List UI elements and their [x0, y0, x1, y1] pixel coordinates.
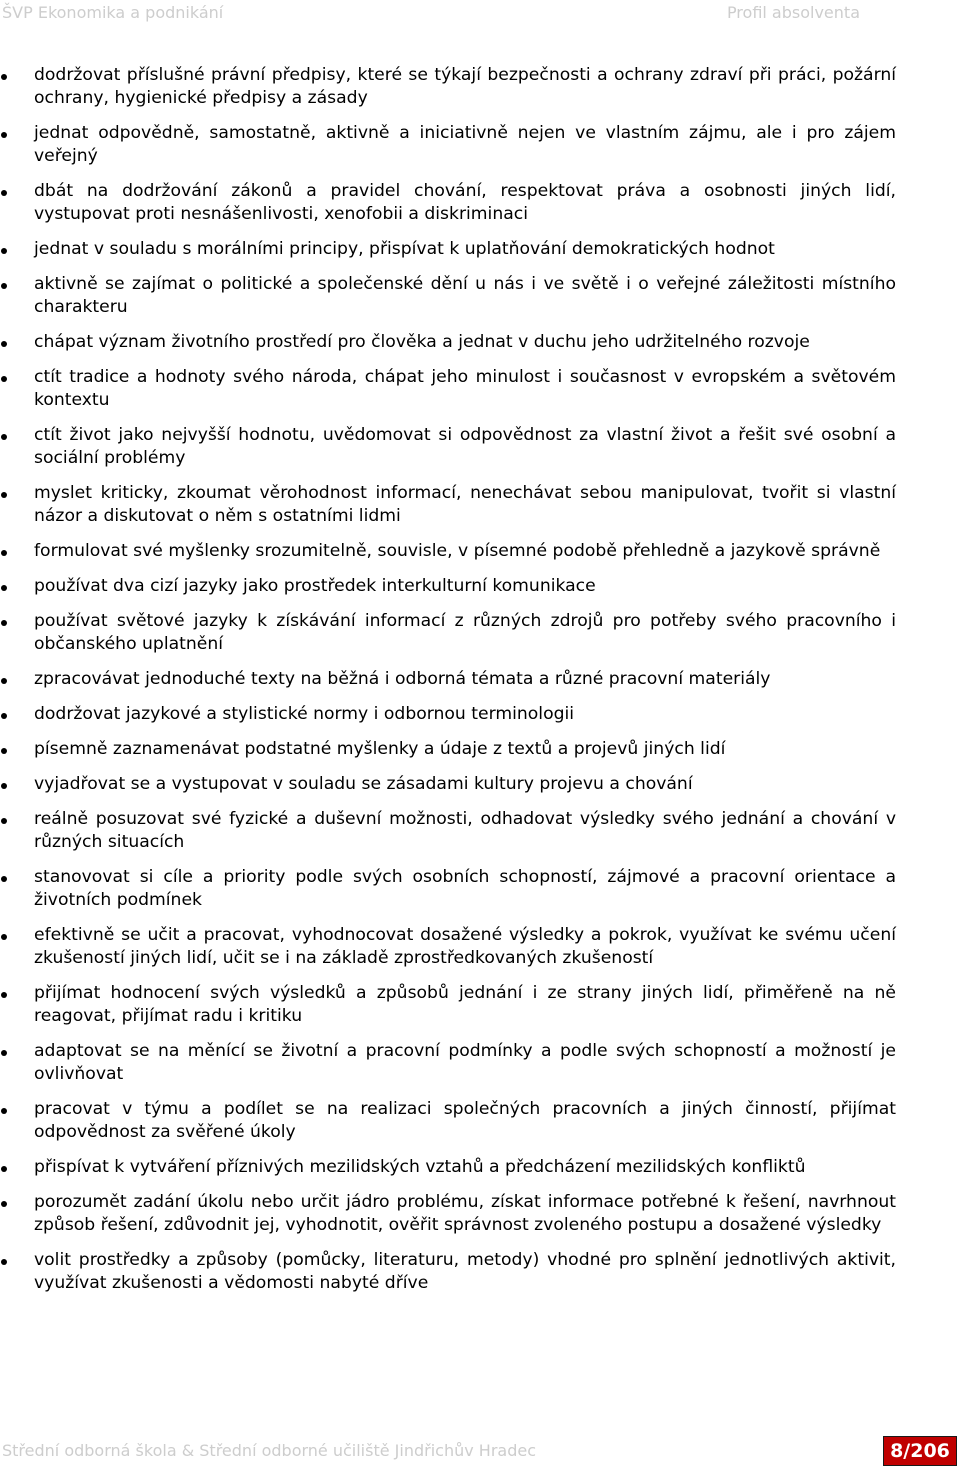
- header-section-title: Profil absolventa: [726, 3, 860, 22]
- list-item: ctít tradice a hodnoty svého národa, chápat jeho minulost i současnost v evropském a světovém kontextu: [0, 366, 896, 412]
- list-item: pracovat v týmu a podílet se na realizaci společných pracovních a jiných činností, přijímat odpovědnost za svěřené úkoly: [0, 1098, 896, 1144]
- list-item: chápat význam životního prostředí pro člověka a jednat v duchu jeho udržitelného rozvoje: [0, 331, 896, 354]
- header-document-title: ŠVP Ekonomika a podnikání: [2, 3, 224, 22]
- list-item: efektivně se učit a pracovat, vyhodnocovat dosažené výsledky a pokrok, využívat ke svému učení zkušeností jiných lidí, učit se i na základě zprostředkovaných zkušeností: [0, 924, 896, 970]
- list-item: stanovovat si cíle a priority podle svých osobních schopností, zájmové a pracovní orientace a životních podmínek: [0, 866, 896, 912]
- list-item: dbát na dodržování zákonů a pravidel chování, respektovat práva a osobnosti jiných lidí, vystupovat proti nesnášenlivosti, xenofobii a diskriminaci: [0, 180, 896, 226]
- list-item: formulovat své myšlenky srozumitelně, souvisle, v písemné podobě přehledně a jazykově správně: [0, 540, 896, 563]
- list-item: ctít život jako nejvyšší hodnotu, uvědomovat si odpovědnost za vlastní život a řešit své osobní a sociální problémy: [0, 424, 896, 470]
- list-item: přijímat hodnocení svých výsledků a způsobů jednání i ze strany jiných lidí, přiměřeně na ně reagovat, přijímat radu i kritiku: [0, 982, 896, 1028]
- list-item: vyjadřovat se a vystupovat v souladu se zásadami kultury projevu a chování: [0, 773, 896, 796]
- list-item: aktivně se zajímat o politické a společenské dění u nás i ve světě i o veřejné záležitosti místního charakteru: [0, 273, 896, 319]
- page-number-badge: 8/206: [883, 1436, 957, 1466]
- list-item: myslet kriticky, zkoumat věrohodnost informací, nenechávat sebou manipulovat, tvořit si vlastní názor a diskutovat o něm s ostatními lidmi: [0, 482, 896, 528]
- list-item: volit prostředky a způsoby (pomůcky, literaturu, metody) vhodné pro splnění jednotlivých aktivit, využívat zkušenosti a vědomosti nabyté dříve: [0, 1249, 896, 1295]
- list-item: přispívat k vytváření příznivých mezilidských vztahů a předcházení mezilidských konfliktů: [0, 1156, 896, 1179]
- list-item: adaptovat se na měnící se životní a pracovní podmínky a podle svých schopností a možností je ovlivňovat: [0, 1040, 896, 1086]
- list-item: dodržovat příslušné právní předpisy, které se týkají bezpečnosti a ochrany zdraví při práci, požární ochrany, hygienické předpisy a zásady: [0, 64, 896, 110]
- list-item: písemně zaznamenávat podstatné myšlenky a údaje z textů a projevů jiných lidí: [0, 738, 896, 761]
- list-item: reálně posuzovat své fyzické a duševní možnosti, odhadovat výsledky svého jednání a chování v různých situacích: [0, 808, 896, 854]
- list-item: porozumět zadání úkolu nebo určit jádro problému, získat informace potřebné k řešení, navrhnout způsob řešení, zdůvodnit jej, vyhodnotit, ověřit správnost zvoleného postupu a dosažené výsledky: [0, 1191, 896, 1237]
- list-item: dodržovat jazykové a stylistické normy i odbornou terminologii: [0, 703, 896, 726]
- list-item: používat světové jazyky k získávání informací z různých zdrojů pro potřeby svého pracovního i občanského uplatnění: [0, 610, 896, 656]
- list-item: používat dva cizí jazyky jako prostředek interkulturní komunikace: [0, 575, 896, 598]
- list-item: zpracovávat jednoduché texty na běžná i odborná témata a různé pracovní materiály: [0, 668, 896, 691]
- page-header: [0, 0, 960, 30]
- page-footer: [0, 1436, 960, 1468]
- footer-school-name: Střední odborná škola & Střední odborné učiliště Jindřichův Hradec: [2, 1441, 536, 1460]
- competence-list: [0, 64, 960, 1295]
- main-content: [0, 64, 960, 1307]
- list-item: jednat v souladu s morálními principy, přispívat k uplatňování demokratických hodnot: [0, 238, 896, 261]
- list-item: jednat odpovědně, samostatně, aktivně a iniciativně nejen ve vlastním zájmu, ale i pro zájem veřejný: [0, 122, 896, 168]
